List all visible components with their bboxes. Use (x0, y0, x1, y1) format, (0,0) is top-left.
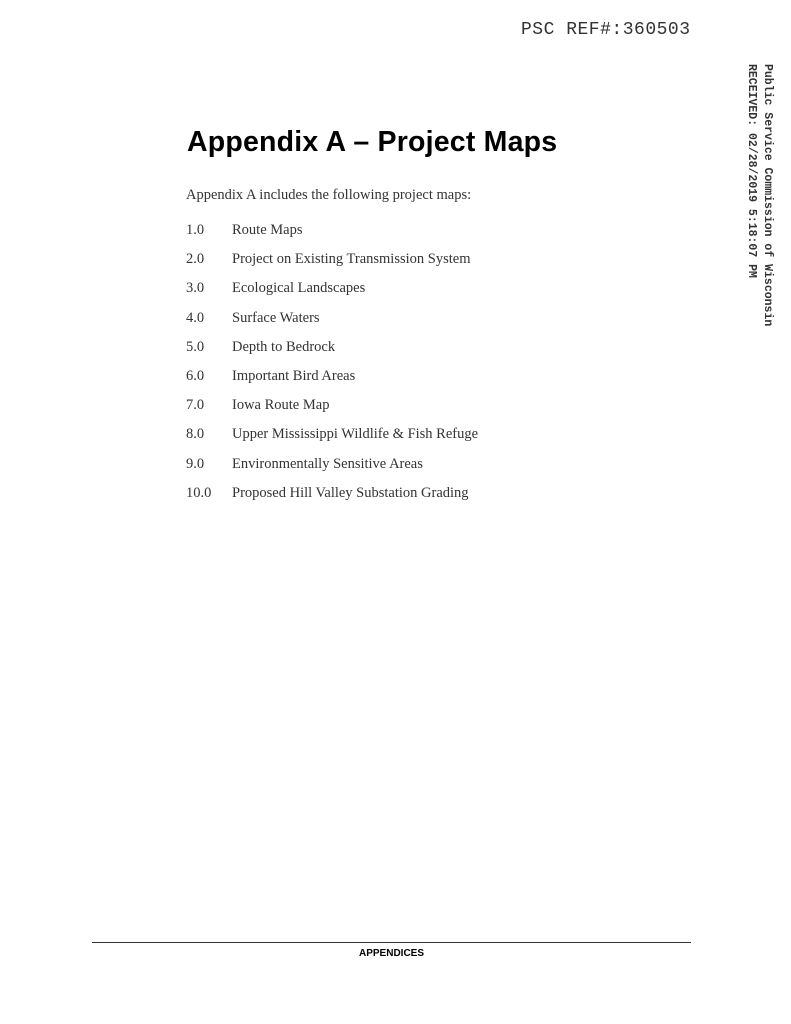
map-label: Important Bird Areas (232, 367, 356, 384)
map-number: 1.0 (186, 222, 205, 238)
map-number: 2.0 (186, 251, 205, 268)
list-item (186, 310, 478, 339)
list-item (186, 397, 478, 426)
list-item (186, 280, 478, 309)
footer-label: APPENDICES (358, 948, 424, 959)
map-label: Ecological Landscapes (232, 280, 366, 297)
map-label: Route Maps (232, 222, 303, 238)
stamp-commission-line: Public Service Commission of Wisconsin (761, 64, 774, 327)
list-item (186, 426, 478, 455)
list-item (186, 251, 478, 280)
map-number: 4.0 (186, 309, 205, 326)
map-number: 5.0 (186, 338, 205, 355)
page-title: Appendix A – Project Maps (187, 126, 558, 158)
map-number: 6.0 (186, 367, 205, 384)
list-item (186, 368, 478, 397)
psc-reference-number: PSC REF#:360503 (521, 20, 691, 40)
project-maps-list (186, 222, 478, 514)
map-label: Upper Mississippi Wildlife & Fish Refuge (232, 426, 479, 443)
footer-divider (92, 942, 691, 943)
map-label: Iowa Route Map (232, 397, 330, 414)
map-label: Environmentally Sensitive Areas (232, 455, 423, 472)
intro-text: Appendix A includes the following project maps: (186, 187, 472, 203)
map-number: 3.0 (186, 280, 205, 297)
map-number: 9.0 (186, 455, 205, 472)
list-item (186, 222, 478, 251)
list-item (186, 339, 478, 368)
list-item (186, 456, 478, 485)
map-label: Project on Existing Transmission System (232, 251, 471, 268)
list-item (186, 485, 478, 514)
map-label: Surface Waters (232, 309, 320, 326)
map-number: 10.0 (186, 484, 212, 501)
map-label: Proposed Hill Valley Substation Grading (232, 484, 469, 501)
stamp-received-line: RECEIVED: 02/28/2019 5:18:07 PM (745, 64, 758, 278)
map-number: 8.0 (186, 426, 205, 443)
map-number: 7.0 (186, 397, 205, 414)
map-label: Depth to Bedrock (232, 338, 336, 355)
received-stamp (743, 64, 775, 326)
